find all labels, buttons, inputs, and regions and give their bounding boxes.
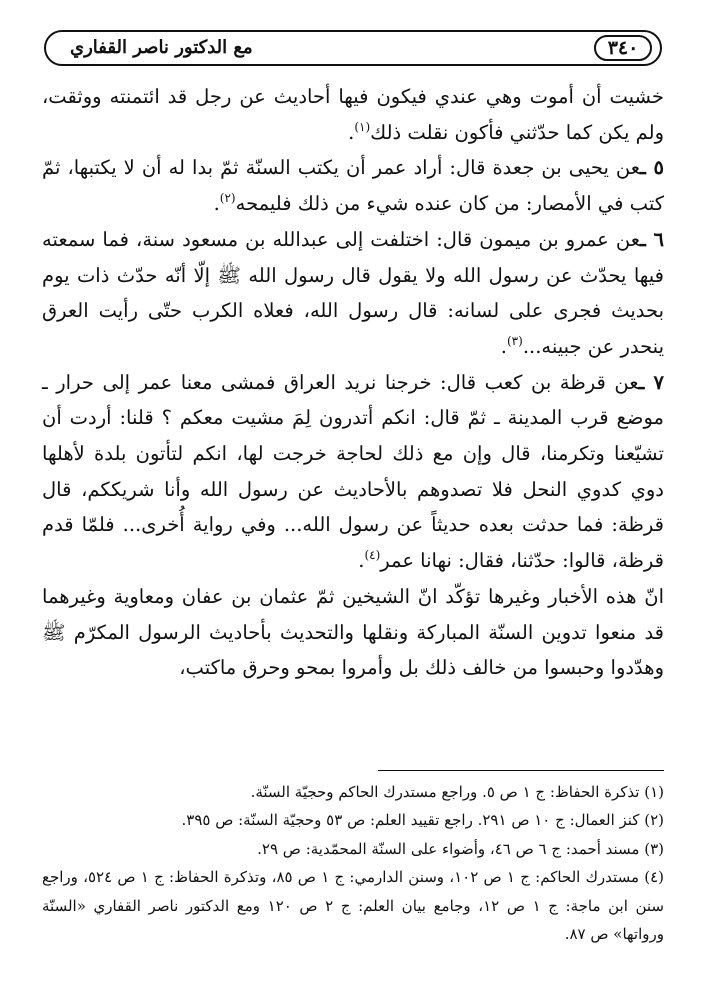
running-title: مع الدكتور ناصر القفاري: [70, 37, 253, 58]
paragraph-2: ٥ ـعن يحيى بن جعدة قال: أراد عمر أن يكتب السنّة ثمّ بدا له أن لا يكتبها، ثمّ كتب في الأمصار: من كان عنده شيء من ذلك فليمحه$^{(٢)}$.: [42, 156, 664, 216]
paragraph-3-text: عن عمرو بن ميمون قال: اختلفت إلى عبدالله بن مسعود سنة، فما سمعته فيها يحدّث عن رسول الله ولا يقول قال رسول الله ﷺ إلّا أنّه حدّث ذات يوم بحديث فجرى على لسانه: قال رسول الله، فعلاه الكرب حتّى رأيت العرق ينحدر عن جبينه...: [42, 227, 664, 358]
page-number: ٣٤٠: [594, 35, 652, 61]
paragraph-1-text: خشيت أن أموت وهي عندي فيكون فيها أحاديث عن رجل قد ائتمنته ووثقت، ولم يكن كما حدّثني فأكون نقلت ذلك: [42, 85, 664, 144]
footnote-1: (١) تذكرة الحفاظ: ج ١ ص ٥. وراجع مستدرك الحاكم وحجيّة السنّة.: [250, 783, 664, 801]
footnote-2: (٢) كنز العمال: ج ١٠ ص ٢٩١. راجع تقييد العلم: ص ٥٣ وحجيّة السنّة: ص ٣٩٥.: [181, 811, 664, 830]
paragraph-1: خشيت أن أموت وهي عندي فيكون فيها أحاديث عن رجل قد ائتمنته ووثقت، ولم يكن كما حدّثني فأكون نقلت ذلك$^{(١)}$.: [42, 85, 664, 144]
paragraph-5-text: انّ هذه الأخبار وغيرها تؤكّد انّ الشيخين ثمّ عثمان بن عفان ومعاوية وغيرهما قد منعوا تدوين السنّة المباركة ونقلها والتحديث بأحاديث الرسول المكرّم ﷺ وهدّدوا وحبسوا من خالف ذلك بل وأمروا بمحو وحرق ماكتب،: [42, 584, 664, 680]
footnote-ref-1: (١): [354, 119, 371, 134]
footnote-separator: [378, 770, 664, 771]
item-number-7: ٧ ـ: [638, 370, 664, 394]
paragraph-4: ٧ ـعن قرظة بن كعب قال: خرجنا نريد العراق فمشى معنا عمر إلى حرار ـ موضع قرب المدينة ـ ثمّ قال: انكم أتدرون لِمَ مشيت معكم ؟ قلنا: أردت أن تشيّعنا وتكرمنا، قال وإن مع ذلك لحاجة خرجت لها، انكم لتأتون بلدة لأهلها دوي كدوي النحل فلا تصدوهم بالأحاديث عن رسول الله وأنا شريككم، قال قرظة: فما حدثت بعده حديثاً عن رسول الله... وفي رواية أُخرى... فلمّا قدم قرظة، قالوا: حدّثنا، فقال: نهانا عمر$^{(٤)}$.: [42, 370, 664, 573]
paragraph-4-text: عن قرظة بن كعب قال: خرجنا نريد العراق فمشى معنا عمر إلى حرار ـ موضع قرب المدينة ـ ثمّ قال: انكم أتدرون لِمَ مشيت معكم ؟ قلنا: أردت أن تشيّعنا وتكرمنا، قال وإن مع ذلك لحاجة خرجت لها، انكم لتأتون بلدة لأهلها دوي كدوي النحل فلا تصدوهم بالأحاديث عن رسول الله وأنا شريككم، قال قرظة: فما حدثت بعده حديثاً عن رسول الله... وفي رواية أُخرى... فلمّا قدم قرظة، قالوا: حدّثنا، فقال: نهانا عمر: [42, 370, 664, 573]
paragraph-5: [42, 579, 664, 686]
paragraph-3: ٦ ـعن عمرو بن ميمون قال: اختلفت إلى عبدالله بن مسعود سنة، فما سمعته فيها يحدّث عن رسول الله ولا يقول قال رسول الله ﷺ إلّا أنّه حدّث ذات يوم بحديث فجرى على لسانه: قال رسول الله، فعلاه الكرب حتّى رأيت العرق ينحدر عن جبينه...$^{(٣)}$.: [42, 227, 664, 358]
footnotes: [42, 778, 664, 948]
footnote-4: (٤) مستدرك الحاكم: ج ١ ص ١٠٢، وسنن الدارمي: ج ١ ص ٨٥، وتذكرة الحفاظ: ج ١ ص ٥٢٤، وراجع سنن ابن ماجة: ج ١ ص ١٢، وجامع بيان العلم: ج ٢ ص ١٢٠ ومع الدكتور ناصر القفاري «السنّة ورواتها» ص ٨٧.: [42, 868, 665, 944]
paragraph-2-text: عن يحيى بن جعدة قال: أراد عمر أن يكتب السنّة ثمّ بدا له أن لا يكتبها، ثمّ كتب في الأمصار: من كان عنده شيء من ذلك فليمحه: [42, 156, 664, 216]
footnote-ref-2: (٢): [219, 191, 236, 206]
body-text: [42, 79, 664, 686]
item-number-6: ٦ ـ: [640, 227, 664, 251]
footnote-ref-4: (٤): [364, 548, 381, 563]
footnote-3: (٣) مسند أحمد: ج ٦ ص ٤٦، وأضواء على السنّة المحمّدية: ص ٢٩.: [257, 839, 664, 858]
footnote-ref-3: (٣): [506, 333, 523, 348]
page-header: [44, 30, 662, 66]
item-number-5: ٥ ـ: [640, 156, 664, 180]
